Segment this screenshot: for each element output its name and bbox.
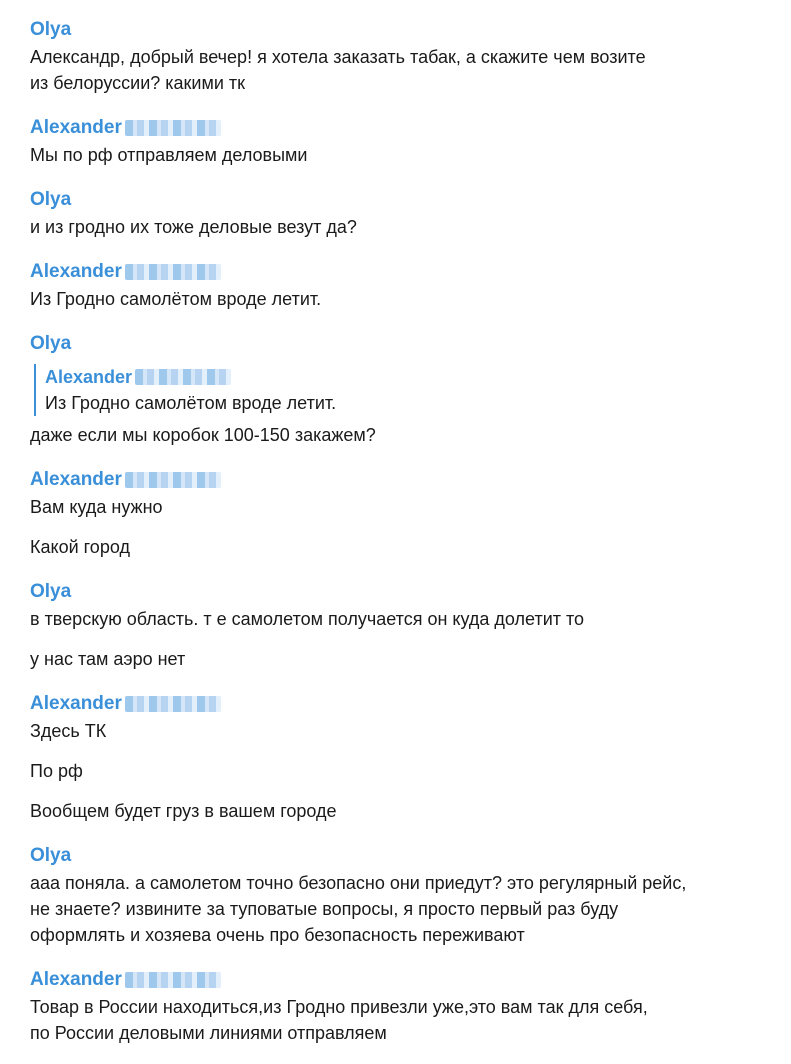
sender-name[interactable]: Alexander [30, 258, 770, 286]
message-text: Мы по рф отправляем деловыми [30, 145, 308, 165]
message-group [30, 690, 770, 824]
message-group [30, 966, 770, 1046]
message-text: и из гродно их тоже деловые везут да? [30, 217, 357, 237]
message-group [30, 466, 770, 560]
message-group [30, 578, 770, 672]
redacted-surname [125, 972, 221, 988]
message-text: оформлять и хозяева очень про безопасность переживают [30, 925, 525, 945]
message-text: из белоруссии? какими тк [30, 73, 246, 93]
message-text: даже если мы коробок 100-150 закажем? [30, 425, 376, 445]
message-text: у нас там аэро нет [30, 649, 186, 669]
message-group [30, 842, 770, 948]
redacted-surname [125, 696, 221, 712]
redacted-surname [125, 120, 221, 136]
chat-history [30, 16, 770, 1064]
sender-name[interactable]: Alexander [30, 466, 770, 494]
message-text: Вообщем будет груз в вашем городе [30, 801, 337, 821]
message-text: не знаете? извините за туповатые вопросы, я просто первый раз буду [30, 899, 619, 919]
message-group [30, 186, 770, 240]
redacted-surname [125, 472, 221, 488]
message-text: ааа поняла. а самолетом точно безопасно они приедут? это регулярный рейс, [30, 873, 687, 893]
sender-name[interactable]: Olya [30, 333, 72, 354]
message-group [30, 330, 770, 448]
message-text: Вам куда нужно [30, 497, 163, 517]
quoted-text: Из Гродно самолётом вроде летит. [45, 393, 337, 413]
message-text: По рф [30, 761, 83, 781]
quoted-sender-name: Alexander [45, 364, 770, 390]
sender-name[interactable]: Olya [30, 845, 72, 866]
sender-name[interactable]: Alexander [30, 114, 770, 142]
message-text: Какой город [30, 537, 130, 557]
message-text: Здесь ТК [30, 721, 107, 741]
message-group [30, 258, 770, 312]
redacted-surname [135, 369, 231, 385]
sender-name[interactable]: Olya [30, 189, 72, 210]
redacted-surname [125, 264, 221, 280]
sender-name[interactable]: Alexander [30, 966, 770, 994]
sender-name[interactable]: Olya [30, 19, 72, 40]
sender-name[interactable]: Olya [30, 581, 72, 602]
sender-name[interactable]: Alexander [30, 690, 770, 718]
message-text: Александр, добрый вечер! я хотела заказать табак, а скажите чем возите [30, 47, 646, 67]
message-group [30, 16, 770, 96]
message-text: по России деловыми линиями отправляем [30, 1023, 387, 1043]
message-text: Товар в России находиться,из Гродно привезли уже,это вам так для себя, [30, 997, 648, 1017]
message-text: в тверскую область. т е самолетом получается он куда долетит то [30, 609, 585, 629]
message-group [30, 114, 770, 168]
reply-quote[interactable] [34, 364, 770, 416]
message-text: Из Гродно самолётом вроде летит. [30, 289, 322, 309]
